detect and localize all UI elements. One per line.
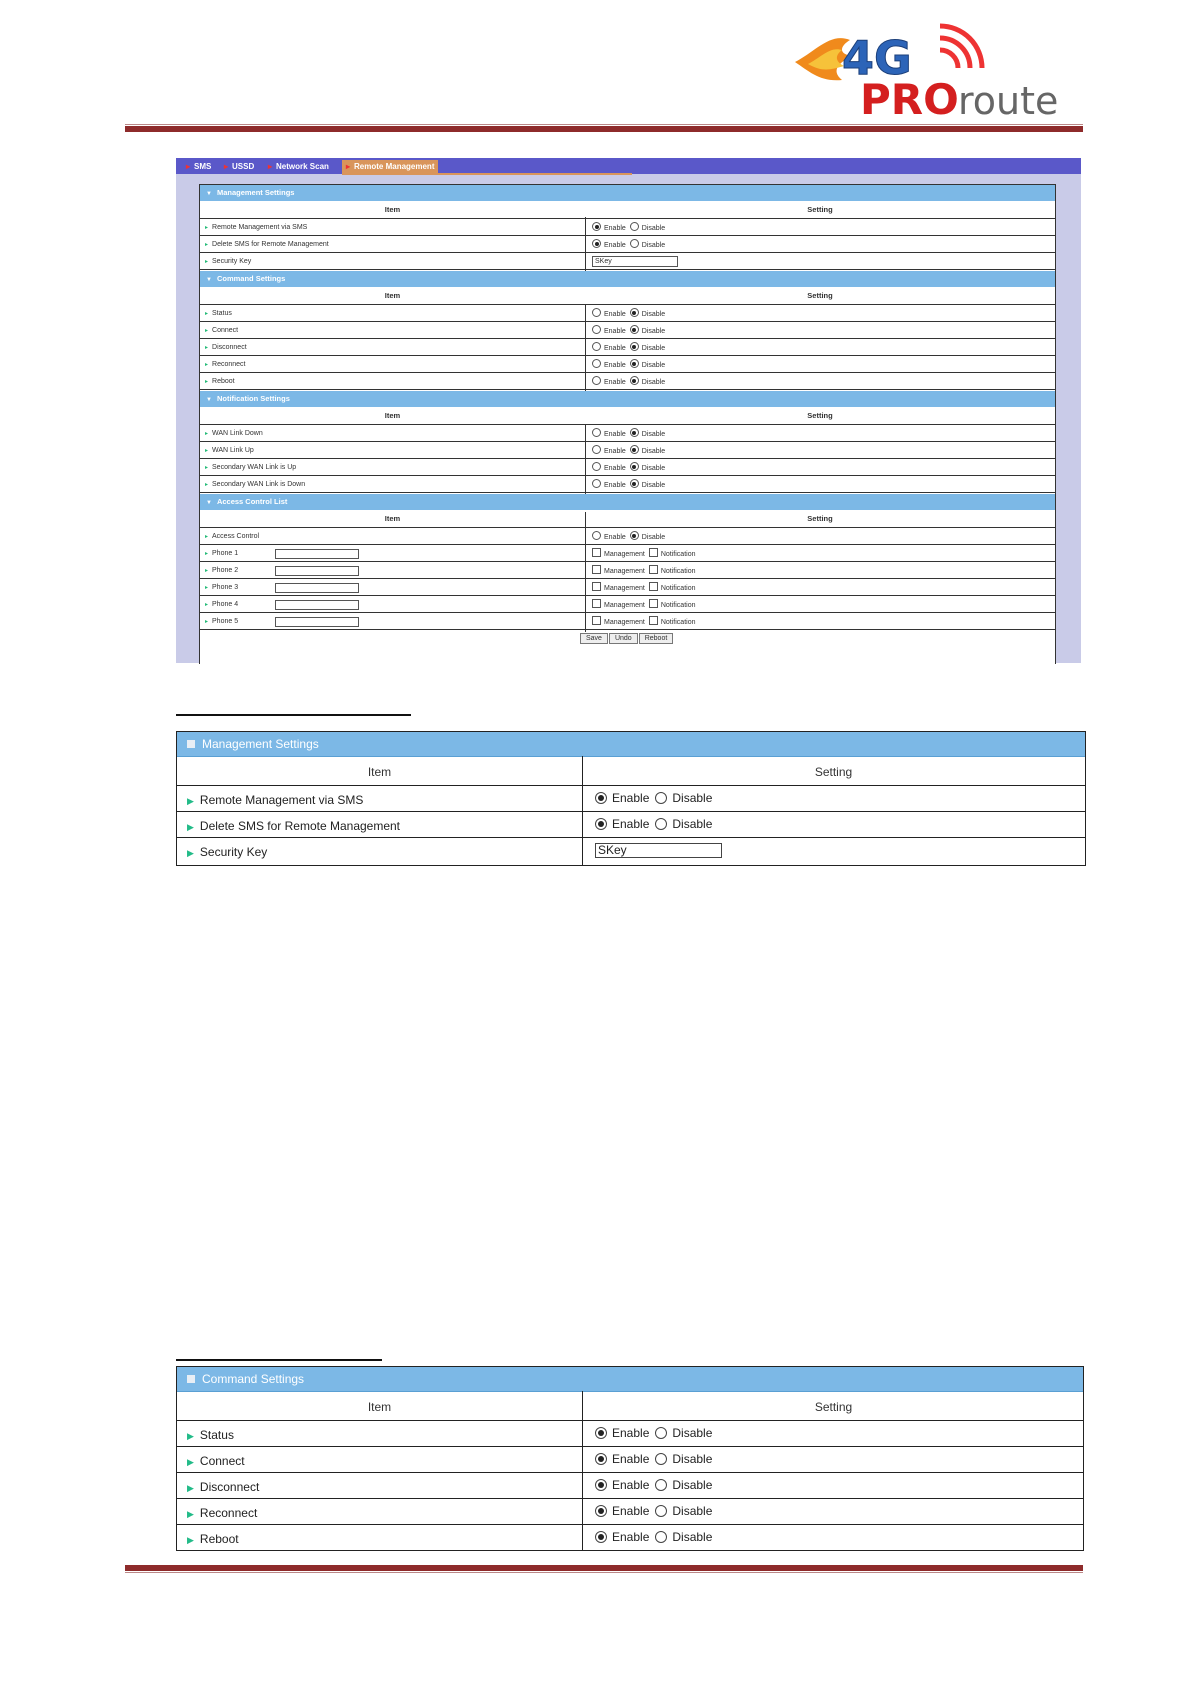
section-management-header: ▼ Management Settings <box>200 185 1055 201</box>
notification-checkbox[interactable] <box>649 548 658 557</box>
disable-radio[interactable] <box>630 239 639 248</box>
row-phone-3: ▸ Phone 3 Management Notification <box>200 579 1055 596</box>
save-button[interactable]: Save <box>580 633 608 644</box>
row-phone-4: ▸ Phone 4 Management Notification <box>200 596 1055 613</box>
enable-radio[interactable] <box>592 462 601 471</box>
tab-sms[interactable]: ▸ SMS <box>186 162 212 171</box>
enable-radio[interactable] <box>592 445 601 454</box>
column-header: Item Setting <box>177 1392 1083 1421</box>
row-remote-management-sms: ▶ Remote Management via SMS Enable Disable <box>177 786 1085 812</box>
collapse-icon[interactable] <box>187 740 195 748</box>
row-reboot: ▸ Reboot Enable Disable <box>200 373 1055 390</box>
disable-radio[interactable] <box>655 1531 667 1543</box>
phone-3-input[interactable] <box>275 583 359 593</box>
disable-radio[interactable] <box>630 342 639 351</box>
row-reconnect: ▶ Reconnect Enable Disable <box>177 1499 1083 1525</box>
enable-radio[interactable] <box>592 222 601 231</box>
management-settings-table <box>176 731 1086 866</box>
tab-remote-management[interactable]: ▸ Remote Management <box>342 160 438 173</box>
row-reboot: ▶ Reboot Enable Disable <box>187 1530 713 1546</box>
tab-network-scan[interactable]: ▸ Network Scan <box>268 162 329 171</box>
reboot-button[interactable]: Reboot <box>639 633 674 644</box>
notification-checkbox[interactable] <box>649 582 658 591</box>
enable-radio[interactable] <box>592 479 601 488</box>
enable-radio[interactable] <box>592 342 601 351</box>
management-checkbox[interactable] <box>592 599 601 608</box>
security-key-input[interactable]: SKey <box>592 256 678 267</box>
disable-radio[interactable] <box>630 308 639 317</box>
enable-radio[interactable] <box>595 792 607 804</box>
enable-radio[interactable] <box>595 1505 607 1517</box>
footer-rule-thin <box>125 1572 1083 1573</box>
enable-radio[interactable] <box>592 325 601 334</box>
tab-underline <box>342 173 632 175</box>
management-checkbox[interactable] <box>592 548 601 557</box>
row-disconnect: ▶ Disconnect Enable Disable <box>177 1473 1083 1499</box>
row-connect: ▶ Connect Enable Disable <box>177 1447 1083 1473</box>
arrow-icon: ▶ <box>187 1483 194 1493</box>
row-wan-link-up: ▸ WAN Link Up Enable Disable <box>200 442 1055 459</box>
column-header: Item Setting <box>177 757 1085 786</box>
row-status: ▸ Status Enable Disable <box>200 305 1055 322</box>
disable-radio[interactable] <box>630 359 639 368</box>
management-checkbox[interactable] <box>592 616 601 625</box>
undo-button[interactable]: Undo <box>609 633 638 644</box>
screenshot-content <box>199 184 1056 664</box>
enable-radio[interactable] <box>595 1427 607 1439</box>
logo-route-text: route <box>958 79 1059 118</box>
enable-radio[interactable] <box>592 531 601 540</box>
disable-radio[interactable] <box>630 428 639 437</box>
row-phone-2: ▸ Phone 2 Management Notification <box>200 562 1055 579</box>
section-command-header: ▼ Command Settings <box>200 271 1055 287</box>
arrow-icon: ▶ <box>187 1431 194 1441</box>
disable-radio[interactable] <box>630 222 639 231</box>
collapse-icon[interactable] <box>187 1375 195 1383</box>
arrow-icon: ▶ <box>187 1535 194 1545</box>
row-connect: ▸ Connect Enable Disable <box>200 322 1055 339</box>
remote-management-screenshot <box>176 158 1081 663</box>
phone-1-input[interactable] <box>275 549 359 559</box>
column-header: Item Setting <box>200 287 1055 305</box>
disable-radio[interactable] <box>630 531 639 540</box>
enable-radio[interactable] <box>592 428 601 437</box>
disable-radio[interactable] <box>630 479 639 488</box>
notification-checkbox[interactable] <box>649 565 658 574</box>
enable-radio[interactable] <box>595 1453 607 1465</box>
row-secondary-wan-down: ▸ Secondary WAN Link is Down Enable Disable <box>200 476 1055 493</box>
tab-ussd[interactable]: ▸ USSD <box>224 162 255 171</box>
section-notification-header: ▼ Notification Settings <box>200 391 1055 407</box>
management-settings-header: Management Settings <box>177 732 1085 757</box>
enable-radio[interactable] <box>595 1531 607 1543</box>
row-reconnect: ▸ Reconnect Enable Disable <box>200 356 1055 373</box>
phone-4-input[interactable] <box>275 600 359 610</box>
row-security-key: ▶ Security Key SKey <box>177 838 1085 863</box>
row-delete-sms: ▶ Delete SMS for Remote Management Enable Disable <box>177 812 1085 838</box>
row-remote-management-sms: ▸ Remote Management via SMS Enable Disable <box>200 219 1055 236</box>
disable-radio[interactable] <box>655 818 667 830</box>
caption-underline <box>176 714 411 716</box>
disable-radio[interactable] <box>630 376 639 385</box>
disable-radio[interactable] <box>630 445 639 454</box>
row-disconnect: ▸ Disconnect Enable Disable <box>200 339 1055 356</box>
arrow-icon: ▶ <box>187 848 194 858</box>
row-access-control: ▸ Access Control Enable Disable <box>200 528 1055 545</box>
disable-radio[interactable] <box>655 1453 667 1465</box>
logo-pro-text: PRO <box>860 75 959 118</box>
footer-rule <box>125 1565 1083 1571</box>
row-secondary-wan-up: ▸ Secondary WAN Link is Up Enable Disable <box>200 459 1055 476</box>
notification-checkbox[interactable] <box>649 599 658 608</box>
enable-radio[interactable] <box>592 376 601 385</box>
row-wan-link-down: ▸ WAN Link Down Enable Disable <box>200 425 1055 442</box>
enable-radio[interactable] <box>592 308 601 317</box>
disable-radio[interactable] <box>630 325 639 334</box>
column-header: Item Setting <box>200 510 1055 528</box>
button-row <box>200 630 1055 654</box>
arrow-icon: ▶ <box>187 796 194 806</box>
column-header: Item Setting <box>200 201 1055 219</box>
tab-bar <box>176 158 1081 174</box>
enable-radio[interactable] <box>595 818 607 830</box>
disable-radio[interactable] <box>655 1427 667 1439</box>
arrow-icon: ▶ <box>187 1457 194 1467</box>
enable-radio[interactable] <box>592 239 601 248</box>
row-status: ▶ Status Enable Disable <box>177 1421 1083 1447</box>
svg-text:4G: 4G <box>842 31 912 85</box>
row-delete-sms: ▸ Delete SMS for Remote Management Enable Disable <box>200 236 1055 253</box>
disable-radio[interactable] <box>655 1479 667 1491</box>
enable-radio[interactable] <box>595 1479 607 1491</box>
row-security-key: ▸ Security Key SKey <box>200 253 1055 270</box>
command-settings-table <box>176 1366 1084 1551</box>
phone-5-input[interactable] <box>275 617 359 627</box>
header-rule <box>125 126 1083 132</box>
management-checkbox[interactable] <box>592 565 601 574</box>
disable-radio[interactable] <box>630 462 639 471</box>
command-settings-header: Command Settings <box>177 1367 1083 1392</box>
disable-radio[interactable] <box>655 1505 667 1517</box>
row-phone-5: ▸ Phone 5 Management Notification <box>200 613 1055 630</box>
section-acl-header: ▼ Access Control List <box>200 494 1055 510</box>
caption-underline <box>176 1359 382 1361</box>
security-key-input[interactable]: SKey <box>595 843 722 858</box>
arrow-icon: ▶ <box>187 822 194 832</box>
phone-2-input[interactable] <box>275 566 359 576</box>
column-header: Item Setting <box>200 407 1055 425</box>
disable-radio[interactable] <box>655 792 667 804</box>
arrow-icon: ▶ <box>187 1509 194 1519</box>
header-rule-thin <box>125 124 1083 125</box>
row-phone-1: ▸ Phone 1 Management Notification <box>200 545 1055 562</box>
enable-radio[interactable] <box>592 359 601 368</box>
notification-checkbox[interactable] <box>649 616 658 625</box>
4g-proroute-logo <box>790 22 1080 118</box>
management-checkbox[interactable] <box>592 582 601 591</box>
